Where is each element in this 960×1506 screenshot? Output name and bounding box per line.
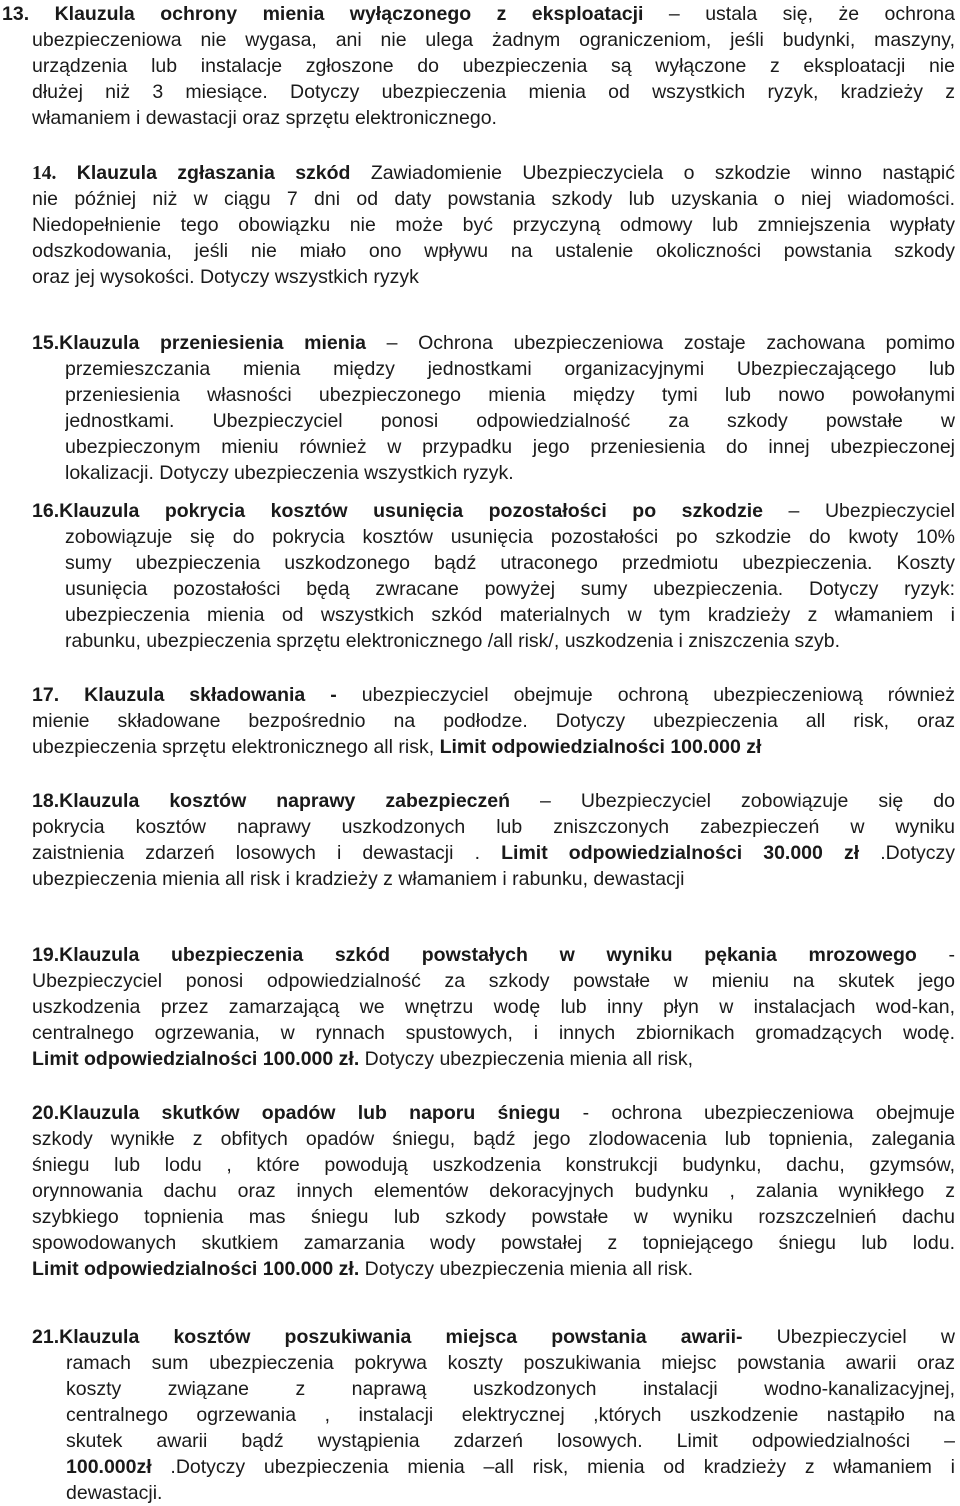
clause-text: ubezpieczeniowa nie wygasa, ani nie ulega żadnym ograniczeniom, jeśli budynki, maszyny,: [32, 29, 955, 51]
clause-text: spowodowanych skutkiem zamarzania wody powstałej z topniejącego śniegu lub lodu.: [32, 1232, 955, 1254]
clause-line: [65, 524, 955, 550]
clause-number: 17.: [32, 684, 60, 706]
clause-line: [32, 1178, 955, 1204]
clause-line: [32, 27, 955, 53]
limit-text: Limit odpowiedzialności 100.000 zł.: [32, 1048, 360, 1070]
clause-line: [32, 734, 955, 760]
clause-text: Zawiadomienie Ubezpieczyciela o szkodzie winno nastąpić: [350, 162, 955, 184]
clause-text: usunięcia pozostałości będą zwracane powyżej sumy ubezpieczenia. Dotyczy ryzyk:: [65, 578, 955, 600]
clause-line: [65, 460, 955, 486]
clause-text: dłużej niż 3 miesiące. Dotyczy ubezpieczenia mienia od wszystkich ryzyk, kradzieży z: [32, 81, 955, 103]
clause-number: 15.: [32, 332, 60, 354]
clause-line: [32, 866, 955, 892]
clause-line: [32, 840, 955, 866]
clause-text: sumy ubezpieczenia uszkodzonego bądź utraconego przedmiotu ubezpieczenia. Koszty: [65, 552, 955, 574]
clause-text: szybkiego topnienia mas śniegu lub szkody powstałe w wyniku rozszczelnień dachu: [32, 1206, 955, 1228]
clause-text: Dotyczy ubezpieczenia mienia all risk.: [359, 1258, 694, 1280]
clause-number: 13.: [2, 3, 30, 25]
clause-line: [32, 264, 955, 290]
clause-text: lokalizacji. Dotyczy ubezpieczenia wszystkich ryzyk.: [65, 462, 514, 484]
clause-line: [65, 408, 955, 434]
clause-text: przemieszczania mienia między jednostkami organizacyjnymi Ubezpieczającego lub: [65, 358, 955, 380]
clause-line: [32, 1100, 955, 1126]
clause-text: - ochrona ubezpieczeniowa obejmuje: [560, 1102, 955, 1124]
clause-line: [32, 942, 955, 968]
limit-text: 100.000zł: [66, 1456, 152, 1478]
clause-line: [66, 1480, 955, 1506]
clause-text: śniegu lub lodu , które powodują uszkodzenia konstrukcji budynku, dachu, gzymsów,: [32, 1154, 955, 1176]
clause-title: Klauzula kosztów naprawy zabezpieczeń: [59, 790, 511, 812]
clause-title: Klauzula ochrony mienia wyłączonego z eksploatacji: [54, 3, 644, 25]
clause-title: Klauzula składowania -: [84, 684, 337, 706]
clause-title: Klauzula przeniesienia mienia: [59, 332, 366, 354]
clause-line: [32, 498, 955, 524]
clause-text: rabunku, ubezpieczenia sprzętu elektronicznego /all risk/, uszkodzenia i zniszczenia szyb.: [65, 630, 840, 652]
clause-line: [32, 160, 955, 186]
clause-line: [32, 212, 955, 238]
clause-title: Klauzula kosztów poszukiwania miejsca powstania awarii-: [59, 1326, 743, 1348]
clause-line: [2, 1, 955, 27]
clause-line: [32, 238, 955, 264]
clause-text: – ustala się, że ochrona: [643, 3, 955, 25]
clause-text: skutek awarii bądź wystąpienia zdarzeń losowych. Limit odpowiedzialności –: [66, 1430, 955, 1452]
clause-text: ubezpieczenia mienia all risk i kradzieży z włamaniem i rabunku, dewastacji: [32, 868, 685, 890]
clause-text: urządzenia lub instalacje zgłoszone do ubezpieczenia są wyłączone z eksploatacji nie: [32, 55, 955, 77]
limit-text: Limit odpowiedzialności 30.000 zł: [501, 842, 860, 864]
clause-number: 20.: [32, 1102, 60, 1124]
clause-line: [32, 79, 955, 105]
clause-text: ubezpieczenia sprzętu elektronicznego all risk,: [32, 736, 435, 758]
clause-line: [66, 1428, 955, 1454]
clause-line: [32, 330, 955, 356]
clause-line: [66, 1454, 955, 1480]
clause-text: pokrycia kosztów naprawy uszkodzonych lub zniszczonych zabezpieczeń w wyniku: [32, 816, 955, 838]
clause-text: – Ubezpieczyciel zobowiązuje się do: [510, 790, 955, 812]
clause-text: orynnowania dachu oraz innych elementów dekoracyjnych budynku , zalania wynikłego z: [32, 1180, 955, 1202]
clause-text: zaistnienia zdarzeń losowych i dewastacji .: [32, 842, 480, 864]
clause-line: [65, 382, 955, 408]
clause-text: mienie składowane bezpośrednio na podłodze. Dotyczy ubezpieczenia all risk, oraz: [32, 710, 955, 732]
clause-number: 14.: [32, 163, 57, 184]
clause-text: ramach sum ubezpieczenia pokrywa koszty poszukiwania miejsc powstania awarii oraz: [66, 1352, 955, 1374]
clause-line: [65, 550, 955, 576]
clause-text: .Dotyczy: [859, 842, 955, 864]
clause-text: jednostkami. Ubezpieczyciel ponosi odpowiedzialność za szkody powstałe w: [65, 410, 955, 432]
clause-text: przeniesienia własności ubezpieczonego mienia między tymi lub nowo powołanymi: [65, 384, 955, 406]
clause-line: [32, 814, 955, 840]
clause-text: ubezpieczenia mienia od wszystkich szkód materialnych w tym kradzieży z włamaniem i: [65, 604, 955, 626]
clause-text: szkody wynikłe z obfitych opadów śniegu, bądź jego zlodowacenia lub topnienia, zalegania: [32, 1128, 955, 1150]
limit-text: Limit odpowiedzialności 100.000 zł: [439, 736, 762, 758]
clause-text: centralnego ogrzewania, w rynnach spustowych, i innych zbiornikach gromadzących wodę.: [32, 1022, 955, 1044]
clause-line: [65, 628, 955, 654]
clause-number: 18.: [32, 790, 60, 812]
clause-text: oraz jej wysokości. Dotyczy wszystkich ryzyk: [32, 266, 419, 288]
clause-line: [65, 576, 955, 602]
clause-text: zobowiązuje się do pokrycia kosztów usunięcia pozostałości po szkodzie do kwoty 10%: [65, 526, 955, 548]
clause-line: [32, 1256, 955, 1282]
clause-text: Ubezpieczyciel ponosi odpowiedzialność za szkody powstałe w mieniu na skutek jego: [32, 970, 955, 992]
clause-line: [66, 1402, 955, 1428]
clause-line: [32, 1324, 955, 1350]
clause-line: [66, 1376, 955, 1402]
clause-title: Klauzula zgłaszania szkód: [76, 162, 351, 184]
clause-line: [32, 1204, 955, 1230]
clause-line: [32, 682, 955, 708]
clause-text: Niedopełnienie tego obowiązku nie może być przyczyną odmowy lub zmniejszenia wypłaty: [32, 214, 955, 236]
clause-text: ubezpieczonym mieniu również w przypadku jego przeniesienia do innej ubezpieczonej: [65, 436, 955, 458]
clause-line: [65, 434, 955, 460]
clause-title: Klauzula skutków opadów lub naporu śniegu: [59, 1102, 561, 1124]
clause-title: Klauzula ubezpieczenia szkód powstałych w wyniku pękania mrozowego: [59, 944, 917, 966]
clause-line: [32, 1020, 955, 1046]
clause-text: – Ubezpieczyciel: [762, 500, 955, 522]
clause-number: 16.: [32, 500, 60, 522]
clause-text: włamaniem i dewastacji oraz sprzętu elektronicznego.: [32, 107, 497, 129]
clause-text: Ubezpieczyciel w: [742, 1326, 955, 1348]
clause-line: [32, 53, 955, 79]
clause-line: [65, 602, 955, 628]
clause-line: [32, 186, 955, 212]
clause-line: [32, 105, 955, 131]
clause-title: Klauzula pokrycia kosztów usunięcia pozostałości po szkodzie: [59, 500, 763, 522]
clause-line: [32, 968, 955, 994]
clause-line: [32, 994, 955, 1020]
clause-number: 19.: [32, 944, 60, 966]
clause-text: ubezpieczyciel obejmuje ochroną ubezpieczeniową również: [336, 684, 955, 706]
clause-line: [66, 1350, 955, 1376]
clause-line: [32, 788, 955, 814]
clause-number: 21.: [32, 1326, 60, 1348]
clause-line: [65, 356, 955, 382]
clause-text: nie później niż w ciągu 7 dni od daty powstania szkody lub uzyskania o niej wiadomości.: [32, 188, 955, 210]
clause-text: – Ochrona ubezpieczeniowa zostaje zachowana pomimo: [365, 332, 955, 354]
clause-line: [32, 1152, 955, 1178]
clause-text: Dotyczy ubezpieczenia mienia all risk,: [359, 1048, 694, 1070]
limit-text: Limit odpowiedzialności 100.000 zł.: [32, 1258, 360, 1280]
clause-line: [32, 1126, 955, 1152]
clause-text: dewastacji.: [66, 1482, 163, 1504]
clause-line: [32, 708, 955, 734]
clause-text: koszty związane z naprawą uszkodzonych instalacji wodno-kanalizacyjnej,: [66, 1378, 955, 1400]
clause-line: [32, 1046, 955, 1072]
clause-text: odszkodowania, jeśli nie miało ono wpływu na ustalenie okoliczności powstania szkody: [32, 240, 955, 262]
clause-text: centralnego ogrzewania , instalacji elektrycznej ,których uszkodzenie nastąpiło na: [66, 1404, 955, 1426]
clause-text: uszkodzenia przez zamarzającą we wnętrzu wodę lub inny płyn w instalacjach wod-kan,: [32, 996, 955, 1018]
clause-text: -: [916, 944, 955, 966]
clause-text: .Dotyczy ubezpieczenia mienia –all risk, mienia od kradzieży z włamaniem i: [151, 1456, 955, 1478]
clause-line: [32, 1230, 955, 1256]
